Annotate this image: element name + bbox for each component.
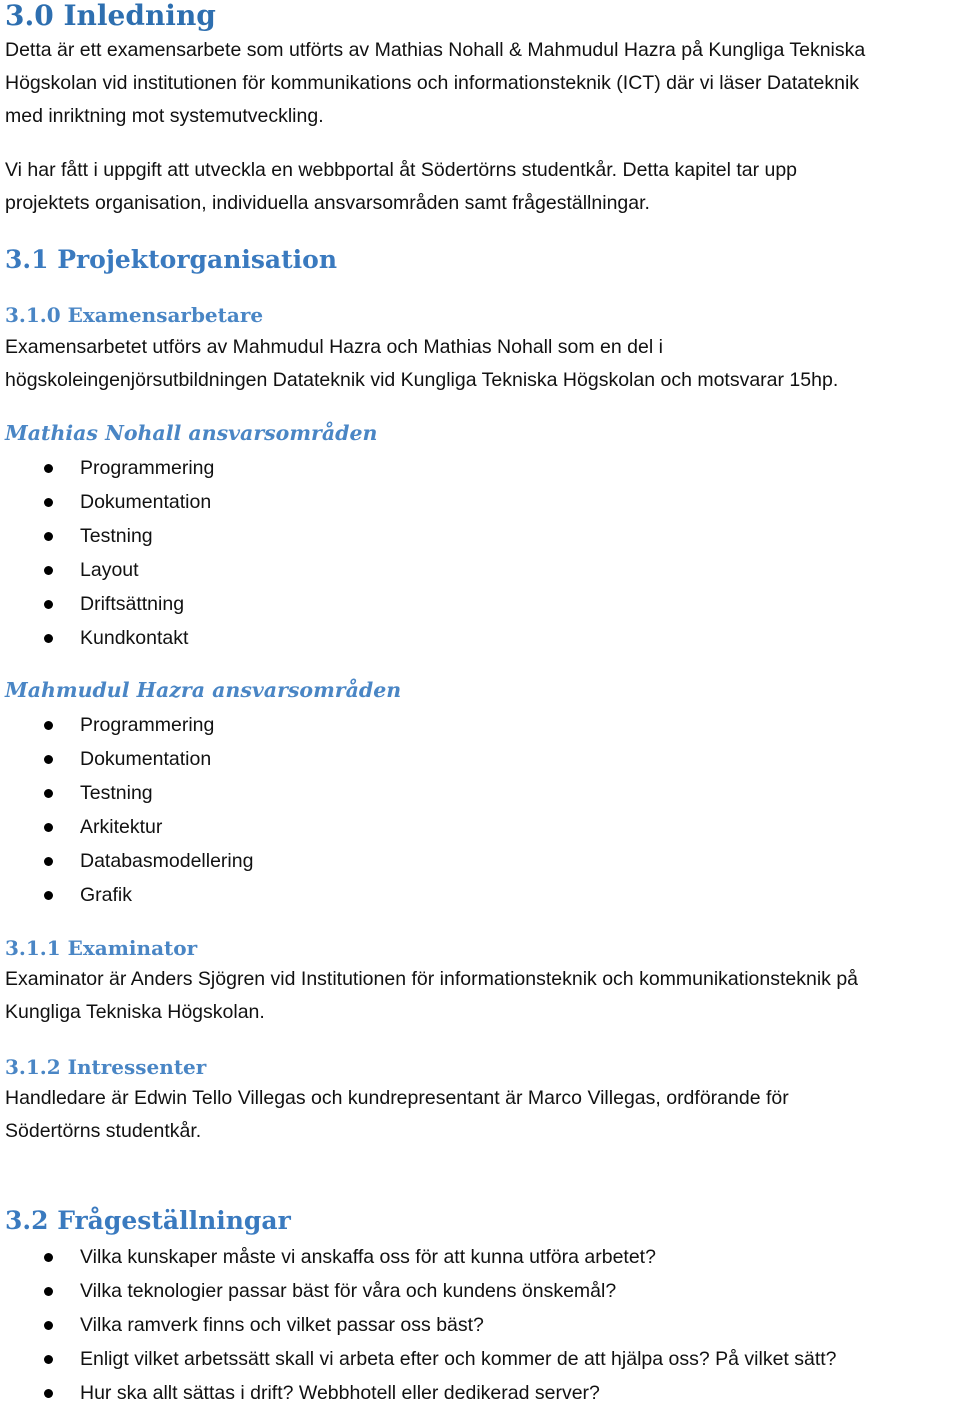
list-item: Testning	[5, 519, 957, 553]
list-item: Vilka kunskaper måste vi anskaffa oss för att kunna utföra arbetet?	[5, 1240, 957, 1274]
bullet-icon	[44, 1389, 53, 1398]
bullet-icon	[44, 1287, 53, 1296]
bullet-icon	[44, 464, 53, 473]
bullet-icon	[44, 721, 53, 730]
intro-paragraph-1-line-1: Detta är ett examensarbete som utförts av Mathias Nohall & Mahmudul Hazra på Kungliga Tekniska	[5, 39, 866, 61]
bullet-icon	[44, 532, 53, 541]
examensarbetare-line-1: Examensarbetet utförs av Mahmudul Hazra och Mathias Nohall som en del i	[5, 336, 663, 358]
intro-paragraph-1-line-2: Högskolan vid institutionen för kommunikations och informationsteknik (ICT) där vi läser Datateknik	[5, 72, 860, 94]
bullet-icon	[44, 566, 53, 575]
intro-heading: 3.0 Inledning	[5, 0, 216, 32]
list-item: Vilka ramverk finns och vilket passar oss bäst?	[5, 1308, 957, 1342]
intressenter-heading: 3.1.2 Intressenter	[5, 1055, 207, 1079]
questions-section	[5, 1206, 291, 1236]
list-item: Dokumentation	[5, 485, 957, 519]
mahmudul-list	[5, 708, 957, 912]
organisation-heading: 3.1 Projektorganisation	[5, 245, 338, 274]
bullet-icon	[44, 1253, 53, 1262]
intressenter-line-1: Handledare är Edwin Tello Villegas och kundrepresentant är Marco Villegas, ordförande för	[5, 1087, 789, 1109]
bullet-icon	[44, 823, 53, 832]
intro-paragraph-2-line-2: projektets organisation, individuella ansvarsområden samt frågeställningar.	[5, 192, 650, 214]
list-item: Kundkontakt	[5, 621, 957, 655]
bullet-icon	[44, 857, 53, 866]
bullet-icon	[44, 600, 53, 609]
intro-paragraph-2-line-1: Vi har fått i uppgift att utveckla en webbportal åt Södertörns studentkår. Detta kapitel tar upp	[5, 159, 798, 181]
intro-paragraph-1	[5, 34, 957, 133]
list-item: Databasmodellering	[5, 844, 957, 878]
mahmudul-heading-wrap	[5, 677, 401, 703]
questions-heading: 3.2 Frågeställningar	[5, 1206, 291, 1235]
intro-paragraph-2	[5, 154, 957, 220]
list-item: Testning	[5, 776, 957, 810]
list-item: Programmering	[5, 708, 957, 742]
examensarbetare-heading-wrap	[5, 302, 263, 328]
examensarbetare-heading: 3.1.0 Examensarbetare	[5, 303, 264, 327]
organisation-section	[5, 245, 337, 275]
examinator-line-1: Examinator är Anders Sjögren vid Institutionen för informationsteknik och kommunikationsteknik på	[5, 968, 859, 990]
intressenter-paragraph	[5, 1082, 957, 1148]
bullet-icon	[44, 789, 53, 798]
bullet-icon	[44, 498, 53, 507]
examinator-paragraph	[5, 963, 957, 1029]
bullet-icon	[44, 634, 53, 643]
list-item: Grafik	[5, 878, 957, 912]
mahmudul-heading: Mahmudul Hazra ansvarsområden	[5, 678, 402, 702]
list-item: Hur ska allt sättas i drift? Webbhotell eller dedikerad server?	[5, 1376, 957, 1410]
intro-paragraph-1-line-3: med inriktning mot systemutveckling.	[5, 105, 324, 127]
list-item: Vilka teknologier passar bäst för våra och kundens önskemål?	[5, 1274, 957, 1308]
mathias-heading: Mathias Nohall ansvarsområden	[5, 421, 378, 445]
bullet-icon	[44, 1355, 53, 1364]
examinator-heading-wrap	[5, 935, 197, 961]
list-item: Arkitektur	[5, 810, 957, 844]
examensarbetare-paragraph	[5, 331, 957, 397]
list-item: Enligt vilket arbetssätt skall vi arbeta efter och kommer de att hjälpa oss? På vilket sätt?	[5, 1342, 957, 1376]
bullet-icon	[44, 891, 53, 900]
mathias-list	[5, 451, 957, 655]
examensarbetare-line-2: högskoleingenjörsutbildningen Datateknik vid Kungliga Tekniska Högskolan och motsvarar 15hp.	[5, 369, 839, 391]
intro-section	[5, 0, 216, 32]
mathias-heading-wrap	[5, 420, 377, 446]
bullet-icon	[44, 755, 53, 764]
intressenter-line-2: Södertörns studentkår.	[5, 1120, 202, 1142]
list-item: Dokumentation	[5, 742, 957, 776]
list-item: Layout	[5, 553, 957, 587]
list-item: Driftsättning	[5, 587, 957, 621]
intressenter-heading-wrap	[5, 1054, 206, 1080]
examinator-line-2: Kungliga Tekniska Högskolan.	[5, 1001, 265, 1023]
questions-list	[5, 1240, 957, 1410]
examinator-heading: 3.1.1 Examinator	[5, 936, 198, 960]
bullet-icon	[44, 1321, 53, 1330]
list-item: Programmering	[5, 451, 957, 485]
